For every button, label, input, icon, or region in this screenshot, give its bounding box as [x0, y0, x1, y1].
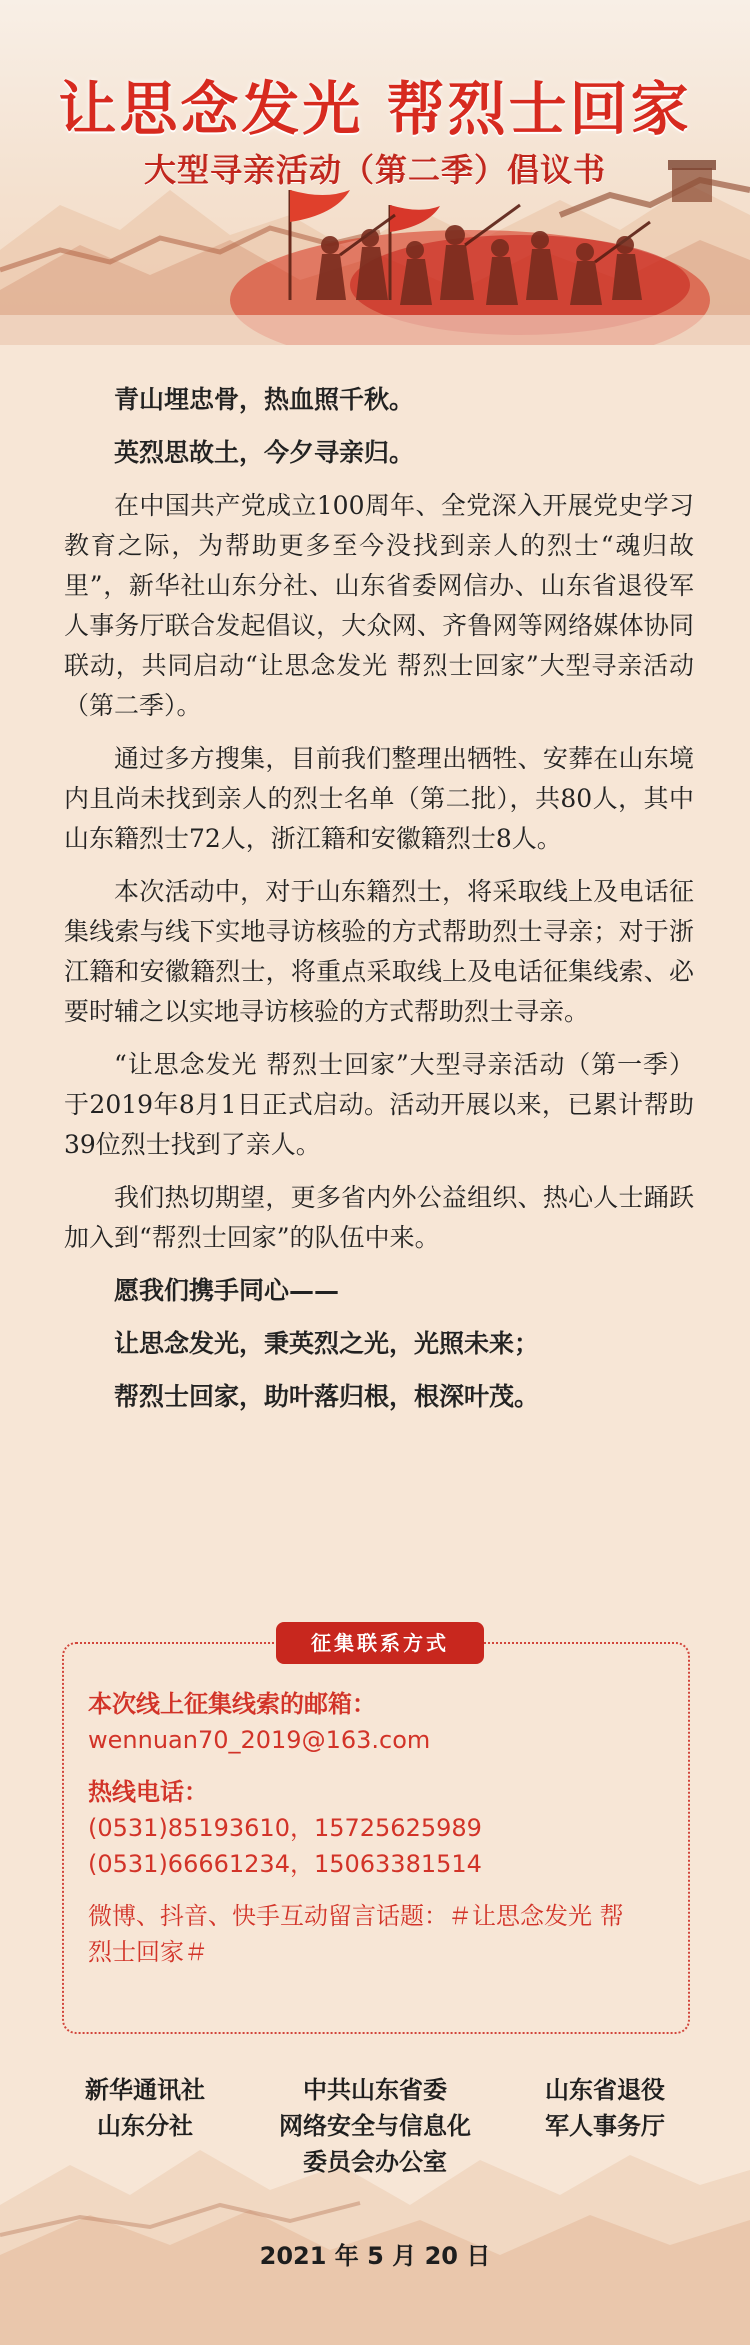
social-topic-line-1: 微博、抖音、快手互动留言话题：＃让思念发光 帮: [88, 1902, 624, 1930]
paragraph-list: 通过多方搜集，目前我们整理出牺牲、安葬在山东境内且尚未找到亲人的烈士名单（第二批），共80人，其中山东籍烈士72人，浙江籍和安徽籍烈士8人。: [64, 744, 694, 853]
signatory-xinhua: [60, 2072, 230, 2144]
social-topic-line-2: 烈士回家＃: [88, 1938, 208, 1966]
signatory-xinhua-line2: 山东分社: [97, 2112, 193, 2140]
paragraph-closing-3: 帮烈士回家，助叶落归根，根深叶茂。: [114, 1382, 540, 1411]
signatory-cac-line1: 中共山东省委: [303, 2076, 447, 2104]
signatory-veterans: [520, 2072, 690, 2144]
paragraph-poem-2: 英烈思故土，今夕寻亲归。: [114, 438, 415, 467]
proposal-body: [64, 380, 694, 1430]
issue-date: 2021 年 5 月 20 日: [259, 2242, 491, 2270]
contact-details: [88, 1686, 668, 1970]
paragraph-closing-1: 愿我们携手同心——: [114, 1276, 340, 1305]
paragraph-methods: 本次活动中，对于山东籍烈士，将采取线上及电话征集线索与线下实地寻访核验的方式帮助烈士寻亲；对于浙江籍和安徽籍烈士，将重点采取线上及电话征集线索、必要时辅之以实地寻访核验的方式帮助烈士寻亲。: [64, 877, 694, 1026]
signatory-xinhua-line1: 新华通讯社: [85, 2076, 205, 2104]
paragraph-call: 我们热切期望，更多省内外公益组织、热心人士踊跃加入到“帮烈士回家”的队伍中来。: [64, 1183, 694, 1252]
signatory-veterans-line2: 军人事务厅: [545, 2112, 665, 2140]
paragraph-closing-2: 让思念发光，秉英烈之光，光照未来；: [114, 1329, 540, 1358]
email-address[interactable]: wennuan70_2019@163.com: [88, 1726, 431, 1754]
paragraph-season-one: “让思念发光 帮烈士回家”大型寻亲活动（第一季）于2019年8月1日正式启动。活动开展以来，已累计帮助39位烈士找到了亲人。: [64, 1050, 694, 1159]
signatory-veterans-line1: 山东省退役: [545, 2076, 665, 2104]
signatory-cac: [265, 2072, 485, 2180]
contact-box: [62, 1631, 690, 2034]
hotline-2[interactable]: (0531)66661234，15063381514: [88, 1850, 482, 1878]
hotline-label: 热线电话：: [88, 1778, 208, 1806]
email-label: 本次线上征集线索的邮箱：: [88, 1690, 376, 1718]
page-title: 让思念发光 帮烈士回家: [58, 75, 692, 143]
contact-badge: 征集联系方式: [276, 1622, 484, 1664]
paragraph-intro: 在中国共产党成立100周年、全党深入开展党史学习教育之际，为帮助更多至今没找到亲人的烈士“魂归故里”，新华社山东分社、山东省委网信办、山东省退役军人事务厅联合发起倡议，大众网、齐鲁网等网络媒体协同联动，共同启动“让思念发光 帮烈士回家”大型寻亲活动（第二季）。: [64, 491, 694, 720]
hotline-1[interactable]: (0531)85193610，15725625989: [88, 1814, 482, 1842]
page-subtitle: 大型寻亲活动（第二季）倡议书: [143, 151, 606, 189]
paragraph-poem-1: 青山埋忠骨，热血照千秋。: [114, 385, 415, 414]
signatory-cac-line3: 委员会办公室: [303, 2148, 447, 2176]
signatory-cac-line2: 网络安全与信息化: [279, 2112, 471, 2140]
header-banner: [0, 0, 750, 345]
